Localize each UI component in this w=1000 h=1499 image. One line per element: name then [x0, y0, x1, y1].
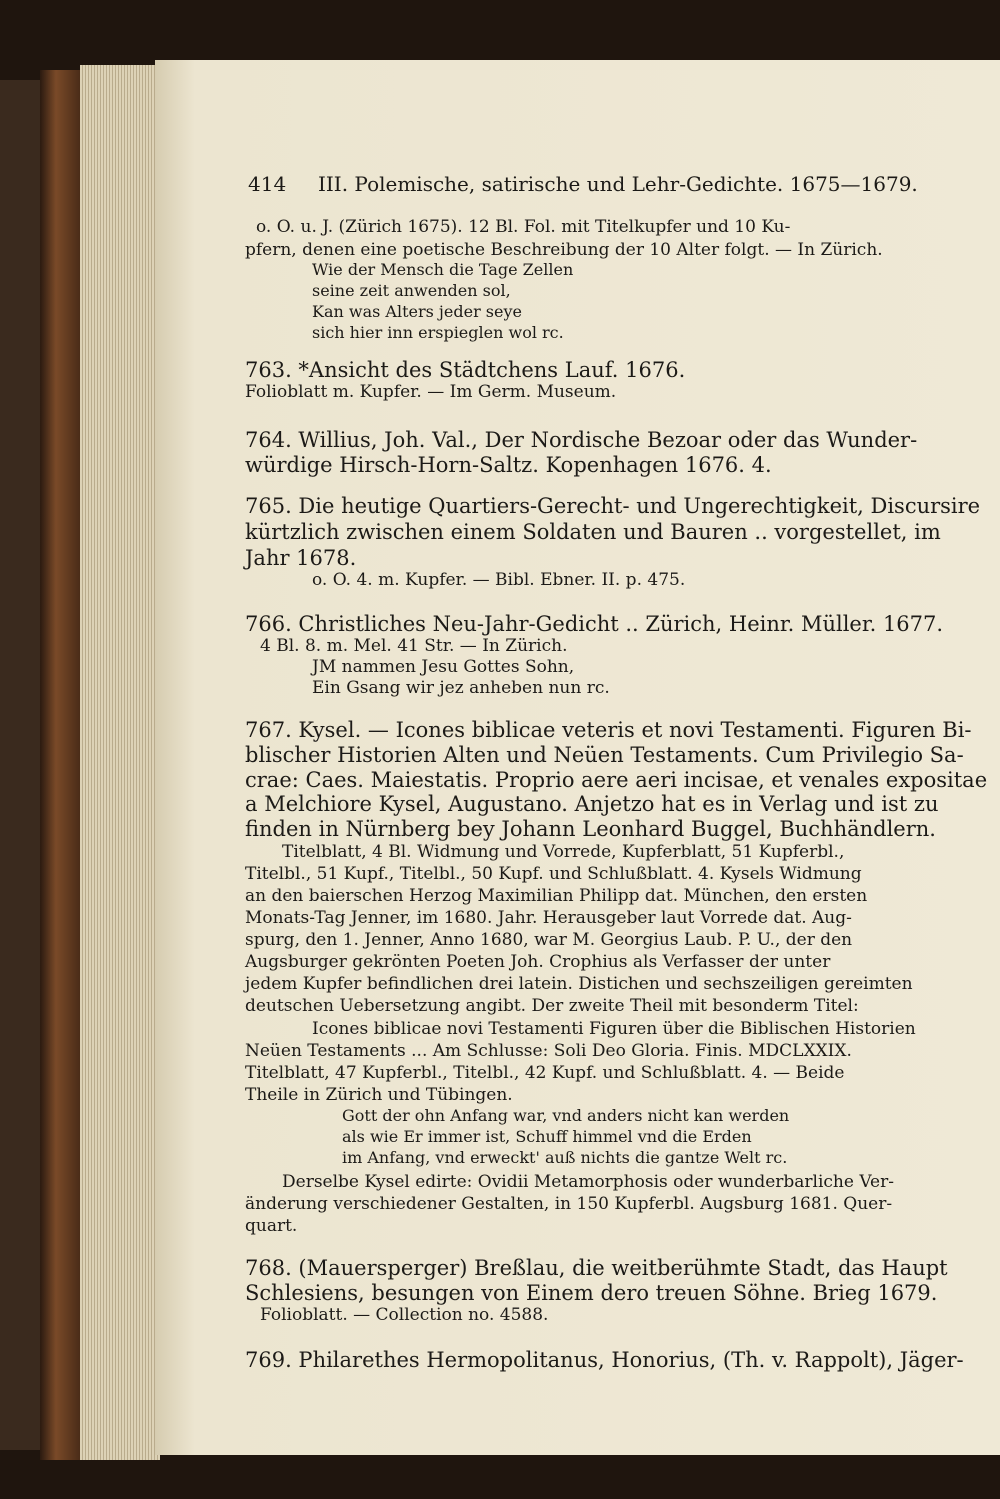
text-line: Neüen Testaments ... Am Schlusse: Soli Deo Gloria. Finis. MDCLXXIX.	[245, 1041, 852, 1061]
text-line: o. O. 4. m. Kupfer. — Bibl. Ebner. II. p. 475.	[312, 570, 686, 590]
page-edges	[80, 65, 160, 1460]
text-line: kürtzlich zwischen einem Soldaten und Bauren .. vorgestellet, im	[245, 520, 941, 544]
text-line: jedem Kupfer befindlichen drei latein. Distichen und sechszeiligen gereimten	[245, 974, 913, 994]
text-line: a Melchiore Kysel, Augustano. Anjetzo hat es in Verlag und ist zu	[245, 792, 939, 816]
text-line: seine zeit anwenden sol,	[312, 281, 511, 300]
text-line: Augsburger gekrönten Poeten Joh. Crophius als Verfasser der unter	[245, 952, 831, 972]
text-line: o. O. u. J. (Zürich 1675). 12 Bl. Fol. mit Titelkupfer und 10 Ku-	[256, 217, 791, 237]
text-line: blischer Historien Alten und Neüen Testaments. Cum Privilegio Sa-	[245, 743, 964, 767]
text-line: deutschen Uebersetzung angibt. Der zweite Theil mit besonderm Titel:	[245, 996, 859, 1016]
text-line: im Anfang, vnd erweckt' auß nichts die gantze Welt rc.	[342, 1148, 788, 1167]
text-line: Folioblatt. — Collection no. 4588.	[260, 1305, 549, 1325]
text-line: Derselbe Kysel edirte: Ovidii Metamorphosis oder wunderbarliche Ver-	[282, 1172, 894, 1192]
text-line: 4 Bl. 8. m. Mel. 41 Str. — In Zürich.	[260, 636, 568, 656]
text-line: pfern, denen eine poetische Beschreibung der 10 Alter folgt. — In Zürich.	[245, 240, 883, 260]
book-spine	[40, 70, 80, 1460]
text-line: spurg, den 1. Jenner, Anno 1680, war M. Georgius Laub. P. U., der den	[245, 930, 853, 950]
text-line: 769. Philarethes Hermopolitanus, Honorius, (Th. v. Rappolt), Jäger-	[245, 1348, 964, 1372]
text-line: sich hier inn erspieglen wol rc.	[312, 323, 564, 342]
text-line: Schlesiens, besungen von Einem dero treuen Söhne. Brieg 1679.	[245, 1281, 938, 1305]
running-title: III. Polemische, satirische und Lehr-Gedichte. 1675—1679.	[318, 172, 918, 196]
text-line: 767. Kysel. — Icones biblicae veteris et novi Testamenti. Figuren Bi-	[245, 718, 972, 742]
text-line: 765. Die heutige Quartiers-Gerecht- und Ungerechtigkeit, Discursire	[245, 494, 981, 518]
text-line: als wie Er immer ist, Schuff himmel vnd die Erden	[342, 1127, 752, 1146]
text-line: Ein Gsang wir jez anheben nun rc.	[312, 678, 610, 698]
text-line: Titelblatt, 47 Kupferbl., Titelbl., 42 Kupf. und Schlußblatt. 4. — Beide	[245, 1063, 845, 1083]
text-line: Icones biblicae novi Testamenti Figuren über die Biblischen Historien	[312, 1019, 916, 1039]
text-line: änderung verschiedener Gestalten, in 150 Kupferbl. Augsburg 1681. Quer-	[245, 1194, 893, 1214]
text-line: 766. Christliches Neu-Jahr-Gedicht .. Zürich, Heinr. Müller. 1677.	[245, 612, 944, 636]
text-line: Gott der ohn Anfang war, vnd anders nicht kan werden	[342, 1106, 790, 1125]
text-line: crae: Caes. Maiestatis. Proprio aere aeri incisae, et venales expositae	[245, 768, 988, 792]
text-line: Folioblatt m. Kupfer. — Im Germ. Museum.	[245, 382, 617, 402]
text-line: Monats-Tag Jenner, im 1680. Jahr. Herausgeber laut Vorrede dat. Aug-	[245, 908, 852, 928]
text-line: Titelblatt, 4 Bl. Widmung und Vorrede, Kupferblatt, 51 Kupferbl.,	[282, 842, 845, 862]
text-line: Kan was Alters jeder seye	[312, 302, 522, 321]
text-line: würdige Hirsch-Horn-Saltz. Kopenhagen 1676. 4.	[245, 453, 772, 477]
page-number: 414	[248, 172, 287, 196]
text-line: finden in Nürnberg bey Johann Leonhard Buggel, Buchhändlern.	[245, 817, 936, 841]
text-line: quart.	[245, 1216, 298, 1236]
text-line: Theile in Zürich und Tübingen.	[245, 1085, 513, 1105]
text-line: 764. Willius, Joh. Val., Der Nordische Bezoar oder das Wunder-	[245, 428, 918, 452]
text-line: Wie der Mensch die Tage Zellen	[312, 260, 574, 279]
text-line: an den baierschen Herzog Maximilian Philipp dat. München, den ersten	[245, 886, 868, 906]
text-line: Titelbl., 51 Kupf., Titelbl., 50 Kupf. und Schlußblatt. 4. Kysels Widmung	[245, 864, 862, 884]
text-line: 763. *Ansicht des Städtchens Lauf. 1676.	[245, 358, 686, 382]
text-line: JM nammen Jesu Gottes Sohn,	[312, 657, 575, 677]
text-line: 768. (Mauersperger) Breßlau, die weitberühmte Stadt, das Haupt	[245, 1256, 948, 1280]
text-line: Jahr 1678.	[245, 546, 357, 570]
